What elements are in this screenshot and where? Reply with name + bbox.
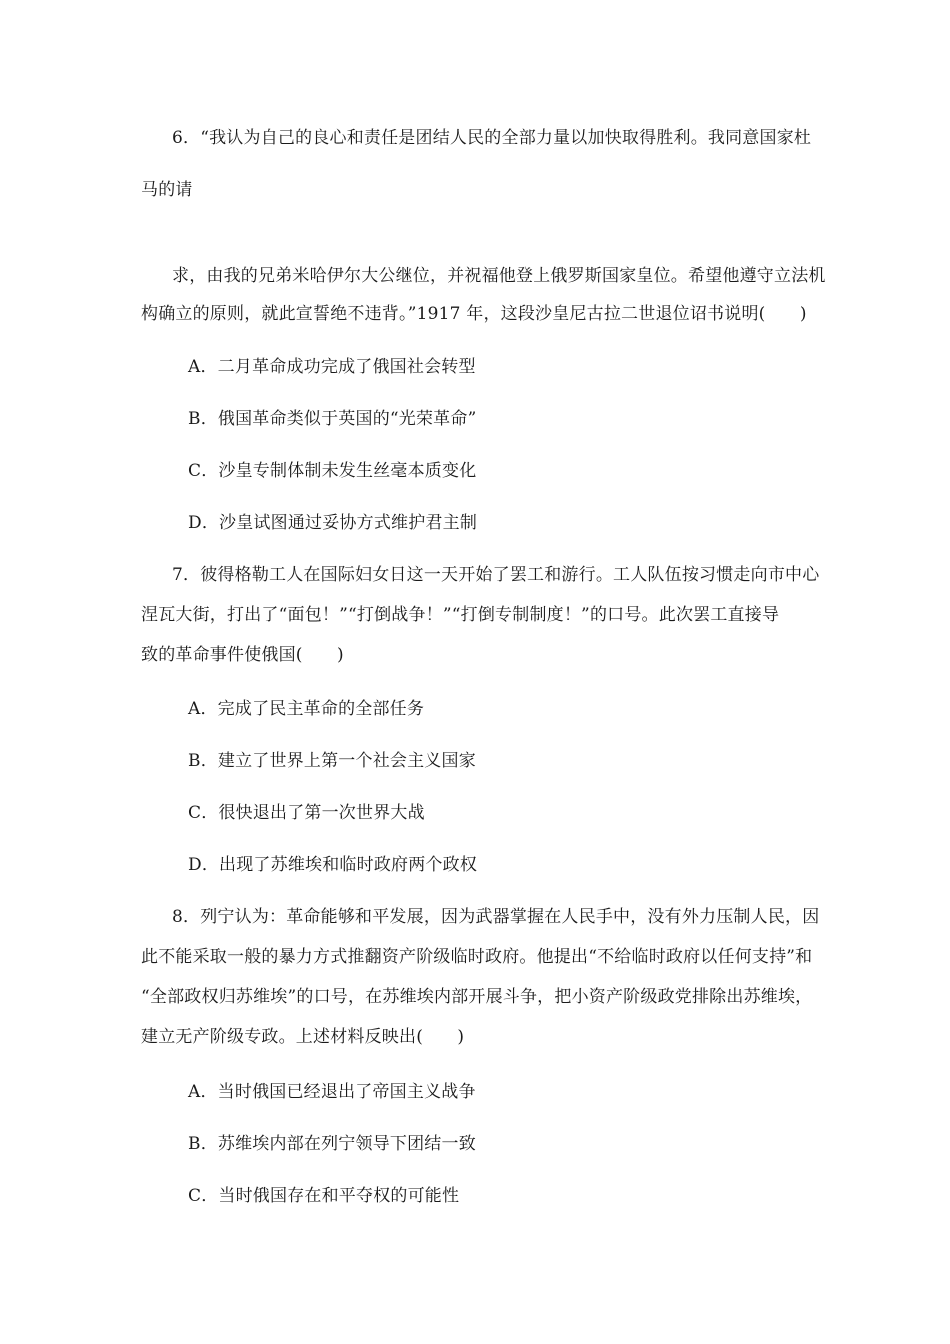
question-7-option-b: B．建立了世界上第一个社会主义国家 xyxy=(188,751,476,771)
question-8-stem-line-4: 建立无产阶级专政。上述材料反映出( ) xyxy=(141,1027,465,1047)
question-6-stem-line-4: 构确立的原则，就此宣誓绝不违背。”1917 年，这段沙皇尼古拉二世退位诏书说明( ) xyxy=(141,304,807,324)
question-8-stem-line-1: 8．列宁认为：革命能够和平发展，因为武器掌握在人民手中，没有外力压制人民，因 xyxy=(172,907,820,927)
question-6-option-c: C．沙皇专制体制未发生丝毫本质变化 xyxy=(188,461,477,481)
question-7-option-a: A．完成了民主革命的全部任务 xyxy=(188,699,425,719)
question-8-stem-line-3: “全部政权归苏维埃”的口号，在苏维埃内部开展斗争，把小资产阶级政党排除出苏维埃， xyxy=(141,987,813,1007)
question-6-stem-line-3: 求，由我的兄弟米哈伊尔大公继位，并祝福他登上俄罗斯国家皇位。希望他遵守立法机 xyxy=(172,266,826,286)
question-6-option-b: B．俄国革命类似于英国的“光荣革命” xyxy=(188,409,477,429)
question-6-stem-line-1: 6．“我认为自己的良心和责任是团结人民的全部力量以加快取得胜利。我同意国家杜 xyxy=(172,128,812,148)
question-6-option-a: A．二月革命成功完成了俄国社会转型 xyxy=(188,357,476,377)
question-8-option-b: B．苏维埃内部在列宁领导下团结一致 xyxy=(188,1134,476,1154)
question-6-option-d: D．沙皇试图通过妥协方式维护君主制 xyxy=(188,513,478,533)
question-8-stem-line-2: 此不能采取一般的暴力方式推翻资产阶级临时政府。他提出“不给临时政府以任何支持”和 xyxy=(141,947,813,967)
question-6-stem-line-2: 马的请 xyxy=(141,180,193,200)
question-7-stem-line-3: 致的革命事件使俄国( ) xyxy=(141,645,344,665)
question-7-stem-line-2: 涅瓦大街，打出了“面包！”“打倒战争！”“打倒专制制度！”的口号。此次罢工直接导 xyxy=(141,605,780,625)
question-8-option-c: C．当时俄国存在和平夺权的可能性 xyxy=(188,1186,460,1206)
question-7-stem-line-1: 7．彼得格勒工人在国际妇女日这一天开始了罢工和游行。工人队伍按习惯走向市中心 xyxy=(172,565,820,585)
question-7-option-d: D．出现了苏维埃和临时政府两个政权 xyxy=(188,855,478,875)
question-8-option-a: A．当时俄国已经退出了帝国主义战争 xyxy=(188,1082,476,1102)
question-7-option-c: C．很快退出了第一次世界大战 xyxy=(188,803,425,823)
